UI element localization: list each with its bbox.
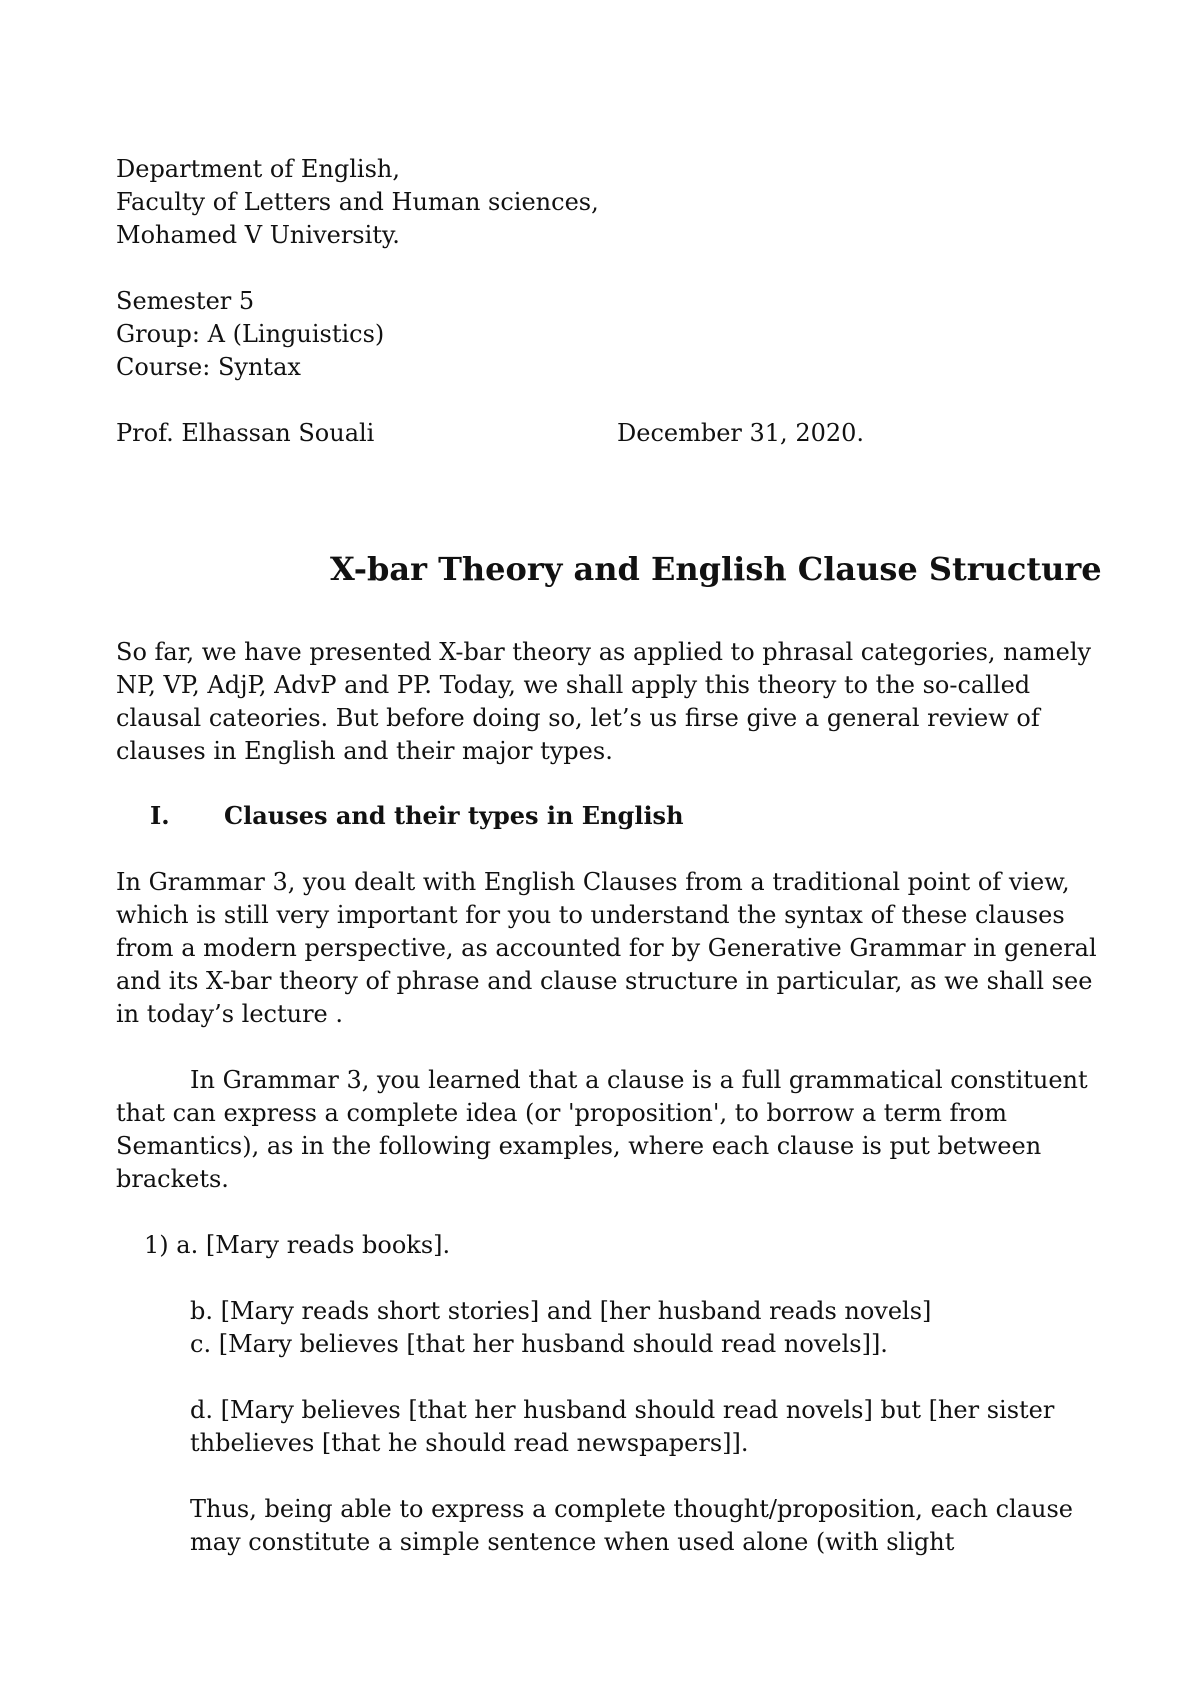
course-line: Course: Syntax — [116, 353, 301, 381]
para2-line-3: Semantics), as in the following examples, where each clause is put between — [116, 1132, 1042, 1160]
intro-line-1: So far, we have presented X-bar theory as applied to phrasal categories, namely — [116, 638, 1092, 666]
section-title: Clauses and their types in English — [224, 801, 684, 830]
closing-line-1: Thus, being able to express a complete thought/proposition, each clause — [190, 1495, 1074, 1523]
para1-line-2: which is still very important for you to understand the syntax of these clauses — [116, 901, 1065, 929]
para1-line-3: from a modern perspective, as accounted for by Generative Grammar in general — [116, 934, 1097, 962]
closing-line-2: may constitute a simple sentence when used alone (with slight — [190, 1528, 955, 1556]
group-line: Group: A (Linguistics) — [116, 320, 385, 348]
para1-line-5: in today’s lecture . — [116, 1000, 344, 1028]
example-a: 1) a. [Mary reads books]. — [144, 1231, 451, 1259]
intro-line-3: clausal cateories. But before doing so, let’s us firse give a general review of — [116, 704, 1040, 732]
intro-line-2: NP, VP, AdjP, AdvP and PP. Today, we shall apply this theory to the so-called — [116, 671, 1031, 699]
example-d-line-2: thbelieves [that he should read newspapers]]. — [190, 1429, 749, 1457]
document-date: December 31, 2020. — [617, 419, 865, 447]
professor-name: Prof. Elhassan Souali — [116, 419, 375, 447]
para1-line-1: In Grammar 3, you dealt with English Clauses from a traditional point of view, — [116, 868, 1070, 896]
example-c: c. [Mary believes [that her husband should read novels]]. — [190, 1330, 888, 1358]
example-d-line-1: d. [Mary believes [that her husband should read novels] but [her sister — [190, 1396, 1055, 1424]
faculty-line: Faculty of Letters and Human sciences, — [116, 188, 599, 216]
section-number: I. — [150, 801, 170, 830]
para1-line-4: and its X-bar theory of phrase and clause structure in particular, as we shall see — [116, 967, 1093, 995]
para2-line-4: brackets. — [116, 1165, 229, 1193]
semester-line: Semester 5 — [116, 287, 255, 315]
example-b: b. [Mary reads short stories] and [her husband reads novels] — [190, 1297, 932, 1325]
intro-line-4: clauses in English and their major types. — [116, 737, 613, 765]
para2-line-1: In Grammar 3, you learned that a clause is a full grammatical constituent — [190, 1066, 1088, 1094]
para2-line-2: that can express a complete idea (or 'proposition', to borrow a term from — [116, 1099, 1008, 1127]
university-line: Mohamed V University. — [116, 221, 400, 249]
document-title: X-bar Theory and English Clause Structure — [330, 550, 1102, 588]
department-line: Department of English, — [116, 155, 400, 183]
